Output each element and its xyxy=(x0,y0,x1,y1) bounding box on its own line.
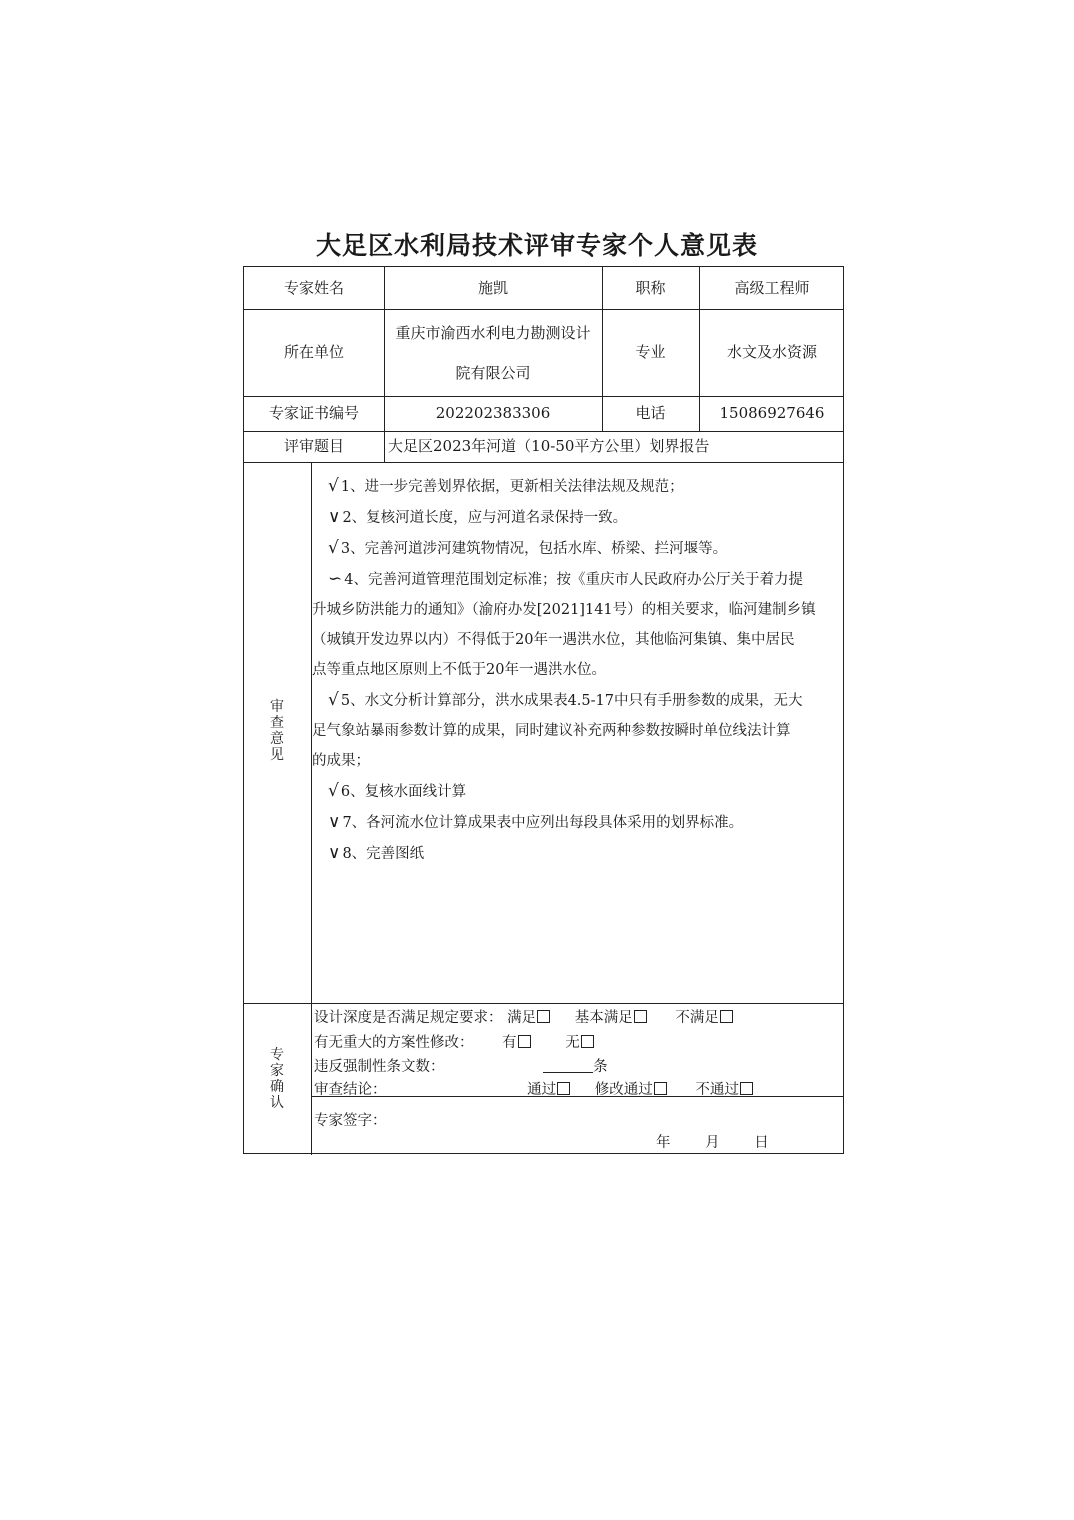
value-phone: 15086927646 xyxy=(719,404,825,422)
opinion-text: 6、复核水面线计算 xyxy=(340,784,467,800)
option-unsatisfied-label: 不满足 xyxy=(675,1010,719,1026)
opinion-line xyxy=(312,776,833,807)
label-phone: 电话 xyxy=(635,404,666,422)
opinion-text: 4、完善河道管理范围划定标准；按《重庆市人民政府办公厅关于着力提 xyxy=(344,572,803,588)
check-mark-icon: ∨ xyxy=(328,843,341,863)
label-topic: 评审题目 xyxy=(283,437,344,455)
value-topic: 大足区2023年河道（10-50平方公里）划界报告 xyxy=(388,437,710,455)
date-row xyxy=(656,1131,769,1152)
value-title: 高级工程师 xyxy=(734,278,810,297)
confirm-label-char: 认 xyxy=(270,1095,284,1111)
option-pass-label: 通过 xyxy=(527,1082,557,1098)
opinion-text: 8、完善图纸 xyxy=(342,846,425,862)
confirm-label xyxy=(267,1047,287,1111)
checkbox-pass[interactable] xyxy=(557,1082,570,1095)
opinion-label-char: 见 xyxy=(270,747,284,763)
value-cert: 202202383306 xyxy=(435,404,551,422)
label-expert-name: 专家姓名 xyxy=(283,278,344,297)
opinion-text: 7、各河流水位计算成果表中应列出每段具体采用的划界标准。 xyxy=(342,815,744,831)
date-month-label: 月 xyxy=(705,1135,720,1151)
violation-count-blank[interactable] xyxy=(543,1058,593,1073)
label-cert: 专家证书编号 xyxy=(268,404,359,422)
opinion-line xyxy=(312,471,833,502)
value-expert-name: 施凯 xyxy=(477,278,508,297)
date-year-label: 年 xyxy=(656,1135,671,1151)
opinion-label xyxy=(267,699,287,763)
option-basic-label: 基本满足 xyxy=(574,1010,633,1026)
checkbox-yes[interactable] xyxy=(518,1035,531,1048)
opinion-text: 1、进一步完善划界依据，更新相关法律法规及规范； xyxy=(340,479,684,495)
conclusion-row xyxy=(314,1078,753,1099)
check-mark-icon: √ xyxy=(328,690,339,710)
change-row xyxy=(314,1031,594,1052)
confirm-label-char: 专 xyxy=(270,1047,284,1063)
checkbox-revise[interactable] xyxy=(654,1082,667,1095)
depth-label: 设计深度是否满足规定要求： xyxy=(314,1010,503,1026)
label-unit: 所在单位 xyxy=(283,343,344,361)
form-title: 大足区水利局技术评审专家个人意见表 xyxy=(315,231,758,260)
option-satisfied-label: 满足 xyxy=(507,1010,537,1026)
row-divider xyxy=(244,462,843,463)
opinion-line xyxy=(312,807,833,838)
opinion-line xyxy=(312,533,833,564)
date-day-label: 日 xyxy=(754,1135,769,1151)
checkbox-satisfied[interactable] xyxy=(537,1010,550,1023)
opinion-text: 足气象站暴雨参数计算的成果，同时建议补充两种参数按瞬时单位线法计算 xyxy=(312,723,791,739)
violation-row xyxy=(314,1055,608,1076)
check-mark-icon: ∽ xyxy=(328,569,343,589)
option-yes-label: 有 xyxy=(502,1035,517,1051)
depth-row xyxy=(314,1006,733,1027)
review-form xyxy=(243,266,844,1154)
change-label: 有无重大的方案性修改： xyxy=(314,1035,474,1051)
opinion-text: （城镇开发边界以内）不得低于20年一遇洪水位，其他临河集镇、集中居民 xyxy=(312,632,795,648)
option-fail-label: 不通过 xyxy=(695,1082,739,1098)
option-revise-label: 修改通过 xyxy=(594,1082,653,1098)
violation-label: 违反强制性条文数： xyxy=(314,1059,445,1075)
opinion-line xyxy=(312,564,833,595)
check-mark-icon: √ xyxy=(328,781,339,801)
unit-line: 重庆市渝西水利电力勘测设计 xyxy=(395,323,591,342)
opinion-text: 2、复核河道长度，应与河道名录保持一致。 xyxy=(342,510,628,526)
label-title: 职称 xyxy=(635,278,666,297)
opinion-label-char: 审 xyxy=(270,699,284,715)
opinion-text: 的成果； xyxy=(312,753,370,769)
opinion-line xyxy=(312,685,833,716)
opinion-text: 3、完善河道涉河建筑物情况，包括水库、桥梁、拦河堰等。 xyxy=(340,541,728,557)
checkbox-none[interactable] xyxy=(581,1035,594,1048)
check-mark-icon: √ xyxy=(328,476,339,496)
confirm-label-char: 确 xyxy=(270,1079,284,1095)
opinion-text: 点等重点地区原则上不低于20年一遇洪水位。 xyxy=(312,662,606,678)
option-none-label: 无 xyxy=(565,1035,580,1051)
opinion-line xyxy=(312,655,833,685)
opinion-text: 5、水文分析计算部分，洪水成果表4.5-17中只有手册参数的成果，无大 xyxy=(340,693,803,709)
unit-line: 院有限公司 xyxy=(455,363,531,382)
checkbox-unsatisfied[interactable] xyxy=(720,1010,733,1023)
opinion-text: 升城乡防洪能力的通知》（渝府办发[2021]141号）的相关要求，临河建制乡镇 xyxy=(312,602,816,618)
opinion-list xyxy=(312,471,833,869)
opinion-line xyxy=(312,716,833,746)
opinion-line xyxy=(312,595,833,625)
check-mark-icon: ∨ xyxy=(328,507,341,527)
opinion-label-char: 意 xyxy=(270,731,284,747)
violation-unit: 条 xyxy=(593,1059,608,1075)
opinion-line xyxy=(312,502,833,533)
conclusion-label: 审查结论： xyxy=(314,1082,387,1098)
opinion-line xyxy=(312,625,833,655)
row-divider xyxy=(244,1003,843,1004)
value-unit xyxy=(384,309,602,396)
opinion-label-char: 查 xyxy=(270,715,284,731)
check-mark-icon: √ xyxy=(328,538,339,558)
label-major: 专业 xyxy=(635,343,666,361)
opinion-line xyxy=(312,838,833,869)
confirm-label-char: 家 xyxy=(270,1063,284,1079)
checkbox-basic[interactable] xyxy=(634,1010,647,1023)
checkbox-fail[interactable] xyxy=(740,1082,753,1095)
value-major: 水文及水资源 xyxy=(726,343,817,361)
signature-label: 专家签字： xyxy=(314,1113,387,1129)
opinion-line xyxy=(312,746,833,776)
check-mark-icon: ∨ xyxy=(328,812,341,832)
